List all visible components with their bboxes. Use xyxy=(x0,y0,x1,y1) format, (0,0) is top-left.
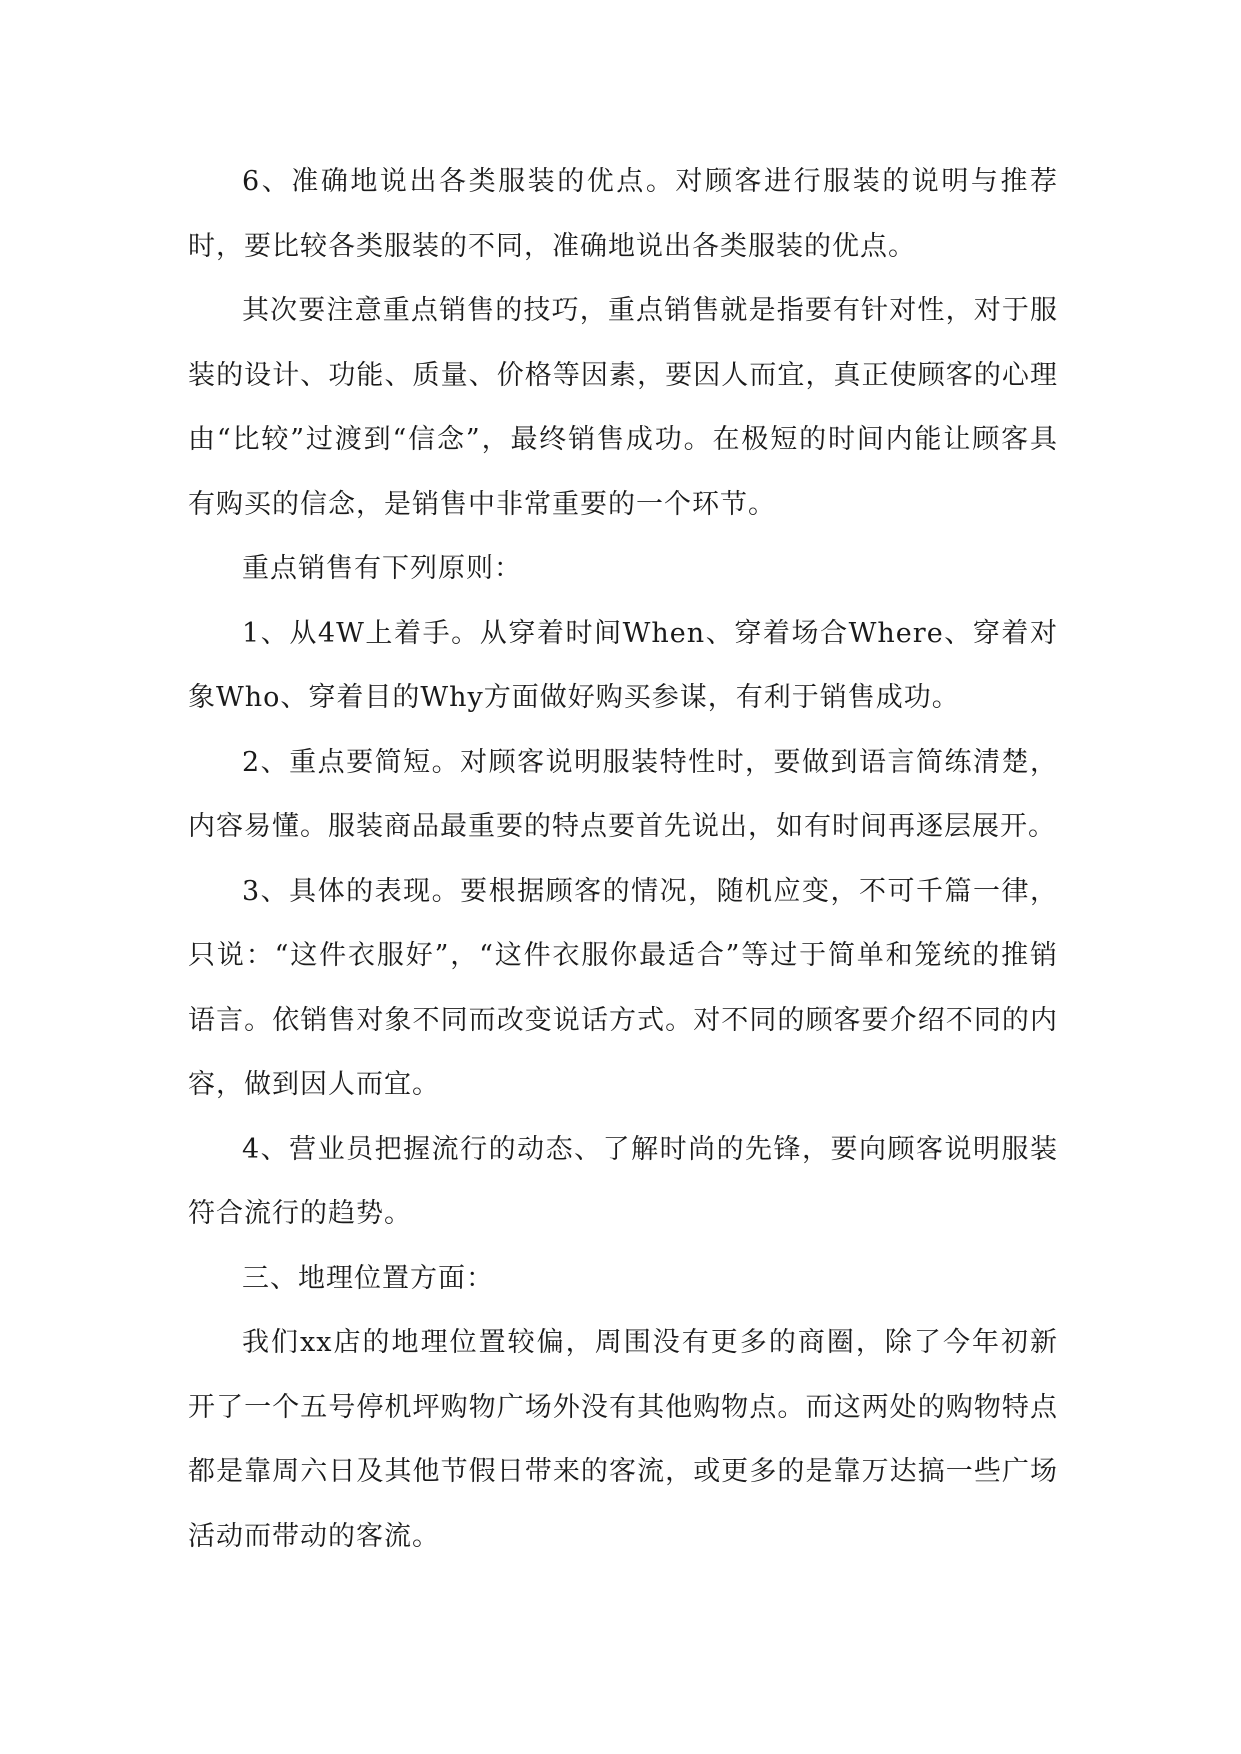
document-body xyxy=(188,150,1058,1569)
paragraph-location: 我们xx店的地理位置较偏，周围没有更多的商圈，除了今年初新开了一个五号停机坪购物广场外没有其他购物点。而这两处的购物特点都是靠周六日及其他节假日带来的客流，或更多的是靠万达搞一些广场活动而带动的客流。 xyxy=(188,1327,1058,1552)
paragraph-principles-heading: 重点销售有下列原则： xyxy=(242,553,522,584)
paragraph-key-selling-intro: 其次要注意重点销售的技巧，重点销售就是指要有针对性，对于服装的设计、功能、质量、价格等因素，要因人而宜，真正使顾客的心理由“比较”过渡到“信念”，最终销售成功。在极短的时间内能让顾客具有购买的信念，是销售中非常重要的一个环节。 xyxy=(188,295,1058,520)
paragraph-principle-4: 4、营业员把握流行的动态、了解时尚的先锋，要向顾客说明服装符合流行的趋势。 xyxy=(188,1133,1058,1229)
paragraph-principle-2: 2、重点要简短。对顾客说明服装特性时，要做到语言简练清楚，内容易懂。服装商品最重要的特点要首先说出，如有时间再逐层展开。 xyxy=(188,746,1058,842)
paragraph-principle-3: 3、具体的表现。要根据顾客的情况，随机应变，不可千篇一律，只说：“这件衣服好”，“这件衣服你最适合”等过于简单和笼统的推销语言。依销售对象不同而改变说话方式。对不同的顾客要介绍不同的内容，做到因人而宜。 xyxy=(188,875,1058,1100)
paragraph-point-6: 6、准确地说出各类服装的优点。对顾客进行服装的说明与推荐时，要比较各类服装的不同，准确地说出各类服装的优点。 xyxy=(188,166,1058,262)
section-heading-location: 三、地理位置方面： xyxy=(242,1262,494,1294)
paragraph-principle-1: 1、从4W上着手。从穿着时间When、穿着场合Where、穿着对象Who、穿着目的Why方面做好购买参谋，有利于销售成功。 xyxy=(188,617,1058,713)
